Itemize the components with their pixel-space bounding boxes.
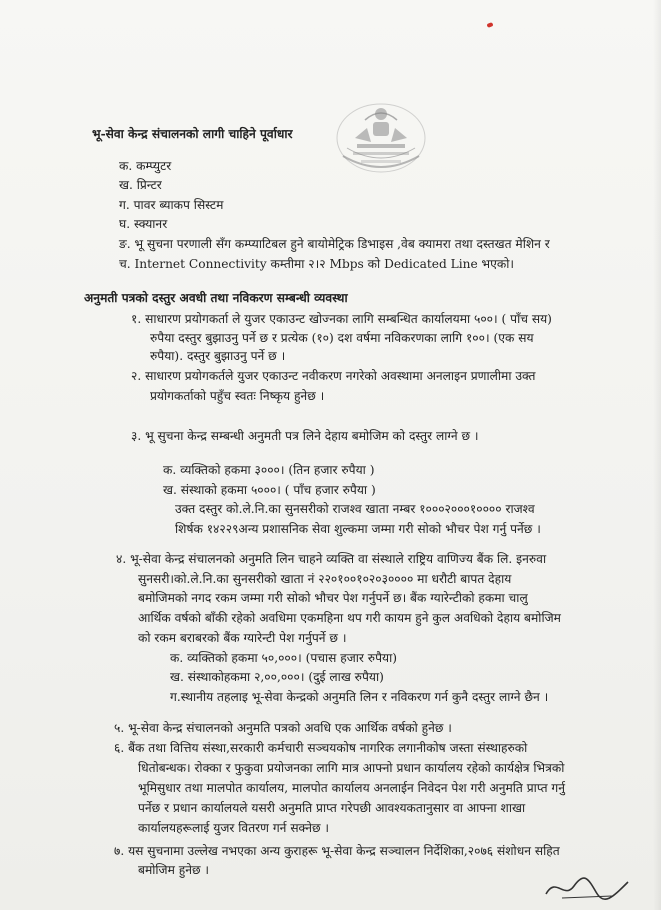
item-6-line-5: कार्यालयहरूलाई युजर वितरण गर्न सक्नेछ । (138, 821, 330, 835)
item-4-line-4: आर्थिक वर्षको बाँकी रहेको अवधिमा एकमहिना थप गरी कायम हुने कुल अवधिको देहाय बमोजिम (138, 611, 561, 625)
item-1-line-1: १. साधारण प्रयोगकर्ता ले युजर एकाउन्ट खोज्नका लागि सम्बन्धित कार्यालयमा ५००। ( पाँच सय) (131, 312, 552, 326)
requirement-internet: च. Internet Connectivity कम्तीमा २।२ Mbps को Dedicated Line भएको। (119, 257, 514, 271)
item-4-organization-deposit: ख. संस्थाकोहकमा २,००,०००। (दुई लाख रुपैया) (170, 670, 384, 684)
item-1-line-2: रुपैया दस्तुर बुझाउनु पर्ने छ र प्रत्येक (१०) दश वर्षमा नविकरणका लागि १००। (एक सय (150, 331, 534, 345)
item-7-line-1: ७. यस सुचनामा उल्लेख नभएका अन्य कुराहरू भू-सेवा केन्द्र सञ्चालन निर्देशिका,२०७६ संशोधन सहित (114, 844, 560, 858)
requirement-biometric-device: ङ. भू सुचना परणाली सँग कम्प्याटिबल हुने बायोमेट्रिक डिभाइस ,वेब क्यामरा तथा दस्तखत मेशिन र (119, 237, 550, 251)
item-4-line-2: सुनसरी।को.ले.नि.का सुनसरीको खाता नं २२०१००१०२०३०००० मा धरौटी बापत देहाय (138, 572, 512, 586)
item-3-line-1: ३. भू सुचना केन्द्र सम्बन्धी अनुमती पत्र लिने देहाय बमोजिम को दस्तुर लाग्ने छ । (131, 429, 479, 443)
government-seal-icon (333, 98, 429, 176)
item-5-validity: ५. भू-सेवा केन्द्र संचालनको अनुमति पत्रको अवधि एक आर्थिक वर्षको हुनेछ । (114, 721, 452, 735)
item-4-line-5: को रकम बराबरको बैंक ग्यारेन्टी पेश गर्नुपर्ने छ । (138, 631, 347, 645)
item-6-line-1: ६. बैंक तथा वित्तिय संस्था,सरकारी कर्मचारी सञ्चयकोष नागरिक लगानीकोष जस्ता संस्थाहरुको (114, 741, 528, 755)
red-mark (486, 22, 493, 28)
requirement-computer: क. कम्प्युटर (119, 159, 172, 173)
item-2-line-2: प्रयोगकर्ताको पहुँच स्वतः निष्कृय हुनेछ । (150, 389, 325, 403)
item-7-line-2: बमोजिम हुनेछ । (138, 863, 210, 877)
item-6-line-4: पर्नेछ र प्रधान कार्यालयले यसरी अनुमति प्राप्त गरेपछी आवश्यकतानुसार वा आफ्ना शाखा (138, 801, 526, 815)
requirement-printer: ख. प्रिन्टर (119, 178, 162, 192)
item-4-line-3: बमोजिमको नगद रकम जम्मा गरी सोको भौचर पेश गर्नुपर्ने छ। बैंक ग्यारेन्टीको हकमा चालु (138, 591, 528, 605)
item-1-line-3: रुपैया). दस्तुर बुझाउनु पर्ने छ । (150, 349, 286, 363)
item-3-organization-fee: ख. संस्थाको हकमा ५०००। ( पाँच हजार रुपैया ) (163, 483, 376, 497)
item-6-line-3: भूमिसुधार तथा मालपोत कार्यालय, मालपोत कार्यालय अनलाईन निवेदन पेश गरी अनुमति प्राप्त गर्नु (138, 781, 566, 795)
heading-infrastructure: भू-सेवा केन्द्र संचालनको लागी चाहिने पूर्वाधार (92, 127, 293, 141)
item-3-voucher: शिर्षक १४२२९अन्य प्रशासनिक सेवा शुल्कमा जम्मा गरी सोको भौचर पेश गर्नु पर्नेछ । (175, 522, 541, 536)
signature-icon (542, 872, 632, 902)
item-4-line-1: ४. भू-सेवा केन्द्र संचालनको अनुमति लिन चाहने व्यक्ति वा संस्थाले राष्ट्रिय वाणिज्य बैंक लि. इनरुवा (116, 552, 547, 566)
item-4-local-level: ग.स्थानीय तहलाइ भू-सेवा केन्द्रको अनुमति लिन र नविकरण गर्न कुनै दस्तुर लाग्ने छैन । (170, 690, 549, 704)
item-3-revenue-account: उक्त दस्तुर को.ले.नि.का सुनसरीको राजश्व खाता नम्बर १०००२०००१०००० राजश्व (175, 502, 535, 516)
item-4-individual-deposit: क. व्यक्तिको हकमा ५०,०००। (पचास हजार रुपैया) (170, 651, 397, 665)
requirement-scanner: घ. स्क्यानर (119, 217, 168, 231)
requirement-power-backup: ग. पावर ब्याकप सिस्टम (119, 198, 224, 212)
item-2-line-1: २. साधारण प्रयोगकर्तले युजर एकाउन्ट नवीकरण नगरेको अवस्थामा अनलाइन प्रणालीमा उक्त (131, 369, 536, 383)
page-edge-shadow (653, 0, 661, 910)
section-title-fees: अनुमती पत्रको दस्तुर अवधी तथा नविकरण सम्बन्धी व्यवस्था (84, 291, 348, 305)
item-3-individual-fee: क. व्यक्तिको हकमा ३०००। (तिन हजार रुपैया ) (163, 463, 375, 477)
item-6-line-2: धितोबन्धक। रोक्का र फुकुवा प्रयोजनका लागि मात्र आफ्नो प्रधान कार्यालय रहेको कार्यक्षेत्र भित्रको (138, 761, 565, 775)
